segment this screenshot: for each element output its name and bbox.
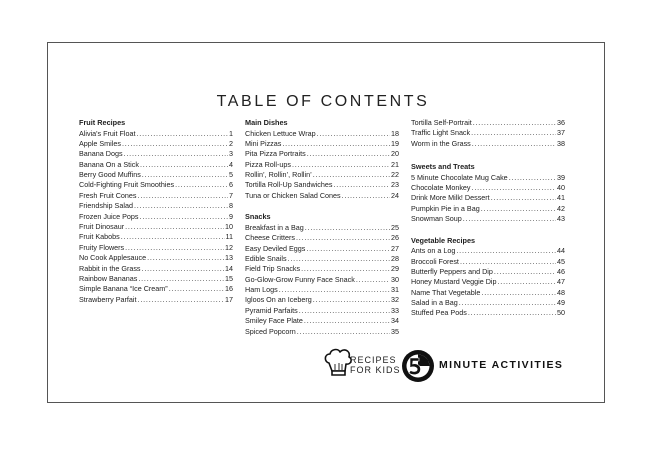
toc-entry[interactable] — [411, 267, 565, 277]
entry-name: Spiced Popcorn — [245, 326, 296, 336]
toc-entry[interactable] — [245, 254, 399, 264]
dot-leader — [142, 264, 224, 274]
entry-page: 22 — [391, 170, 399, 180]
entry-page: 9 — [229, 211, 233, 221]
toc-entry[interactable] — [79, 139, 233, 149]
entry-name: Tortilla Self-Portrait — [411, 118, 472, 127]
entry-name: Fruit Kabobs — [79, 232, 120, 242]
toc-entry[interactable] — [245, 306, 399, 316]
entry-page: 33 — [391, 305, 399, 315]
brand-line-2: FOR KIDS — [350, 365, 401, 375]
toc-entry[interactable] — [245, 139, 399, 149]
entry-name: Broccoli Forest — [411, 256, 459, 266]
entry-page: 42 — [557, 203, 565, 213]
entry-page: 35 — [391, 326, 399, 336]
entry-name: Alivia's Fruit Float — [79, 128, 136, 138]
entry-page: 27 — [391, 243, 399, 253]
toc-entry[interactable] — [411, 118, 565, 128]
toc-section — [79, 118, 233, 305]
dot-leader — [137, 129, 229, 139]
dot-leader — [125, 243, 224, 253]
entry-name: Ham Logs — [245, 285, 278, 295]
dot-leader — [296, 233, 390, 243]
dot-leader — [282, 139, 390, 149]
dot-leader — [279, 285, 390, 295]
entry-name: Worm in the Grass — [411, 138, 471, 148]
entry-name: Drink More Milk! Dessert — [411, 193, 490, 203]
entry-name: Cheese Critters — [245, 233, 295, 243]
toc-entry[interactable] — [411, 183, 565, 193]
entry-name: Ants on a Log — [411, 246, 456, 256]
entry-name: Traffic Light Snack — [411, 128, 471, 138]
brand-footer — [323, 347, 573, 383]
toc-entry[interactable] — [79, 170, 233, 180]
dot-leader — [169, 284, 224, 294]
dot-leader — [299, 306, 390, 316]
dot-leader — [307, 149, 390, 159]
toc-entry[interactable] — [411, 214, 565, 224]
entry-name: Pyramid Parfaits — [245, 305, 298, 315]
toc-entry[interactable] — [411, 193, 565, 203]
section-title: Snacks — [245, 212, 271, 222]
dot-leader — [333, 180, 390, 190]
brand-recipes-text — [350, 355, 401, 375]
entry-name: Tuna or Chicken Salad Cones — [245, 190, 341, 200]
toc-section — [411, 162, 565, 224]
entry-name: Tortilla Roll-Up Sandwiches — [245, 180, 333, 190]
entry-name: Rabbit in the Grass — [79, 263, 141, 273]
toc-column-3 — [411, 118, 565, 330]
entry-name: Salad in a Bag — [411, 298, 458, 308]
entry-page: 11 — [225, 232, 233, 242]
toc-section — [411, 118, 565, 149]
toc-entry[interactable] — [79, 160, 233, 170]
dot-leader — [472, 183, 556, 193]
dot-leader — [456, 246, 556, 256]
dot-leader — [459, 298, 556, 308]
toc-entry[interactable] — [245, 149, 399, 159]
entry-name: Frozen Juice Pops — [79, 211, 139, 221]
dot-leader — [494, 267, 556, 277]
toc-entry[interactable] — [245, 275, 399, 285]
entry-page: 37 — [557, 128, 565, 138]
entry-page: 18 — [391, 128, 399, 138]
entry-page: 36 — [557, 118, 565, 127]
toc-entry[interactable] — [79, 149, 233, 159]
toc-entry[interactable] — [245, 191, 399, 201]
dot-leader — [472, 139, 556, 149]
dot-leader — [491, 193, 556, 203]
dot-leader — [317, 129, 390, 139]
entry-page: 47 — [557, 277, 565, 287]
toc-entry[interactable] — [411, 128, 565, 138]
toc-entry[interactable] — [245, 327, 399, 337]
entry-page: 1 — [229, 128, 233, 138]
toc-entry[interactable] — [79, 129, 233, 139]
entry-page: 5 — [229, 170, 233, 180]
toc-entry[interactable] — [245, 316, 399, 326]
entry-page: 10 — [225, 222, 233, 232]
dot-leader — [292, 160, 390, 170]
entry-name: Simple Banana “Ice Cream” — [79, 284, 168, 294]
dot-leader — [140, 212, 228, 222]
chef-hat-icon — [323, 347, 353, 377]
entry-name: Go-Glow-Grow Funny Face Snack — [245, 274, 355, 284]
entry-name: Butterfly Peppers and Dip — [411, 266, 493, 276]
entry-name: Stuffed Pea Pods — [411, 308, 467, 318]
dot-leader — [313, 295, 390, 305]
entry-page: 2 — [229, 138, 233, 148]
entry-name: Pizza Roll-ups — [245, 159, 291, 169]
entry-page: 26 — [391, 233, 399, 243]
entry-name: Chocolate Monkey — [411, 183, 471, 193]
entry-name: 5 Minute Chocolate Mug Cake — [411, 172, 508, 182]
entry-page: 19 — [391, 138, 399, 148]
entry-name: Berry Good Muffins — [79, 170, 141, 180]
toc-entry[interactable] — [79, 243, 233, 253]
toc-entry[interactable] — [411, 139, 565, 149]
toc-entry[interactable] — [411, 277, 565, 287]
toc-section — [245, 212, 399, 337]
entry-page: 28 — [391, 253, 399, 263]
entry-page: 12 — [225, 242, 233, 252]
entry-name: Breakfast in a Bag — [245, 222, 304, 232]
brand-activities-text: MINUTE ACTIVITIES — [439, 359, 564, 371]
dot-leader — [142, 170, 228, 180]
entry-page: 16 — [225, 284, 233, 294]
toc-entry[interactable] — [79, 222, 233, 232]
entry-name: Snowman Soup — [411, 214, 462, 224]
entry-page: 49 — [557, 298, 565, 308]
entry-page: 30 — [391, 274, 399, 284]
dot-leader — [138, 191, 228, 201]
entry-page: 45 — [557, 256, 565, 266]
dot-leader — [175, 180, 228, 190]
toc-entry[interactable] — [79, 295, 233, 305]
section-title: Vegetable Recipes — [411, 235, 476, 245]
entry-page: 3 — [229, 149, 233, 159]
page-title: TABLE OF CONTENTS — [216, 93, 430, 110]
toc-section — [411, 236, 565, 319]
toc-entry[interactable] — [245, 244, 399, 254]
toc-column-1 — [79, 118, 233, 316]
entry-page: 24 — [391, 190, 399, 200]
toc-entry[interactable] — [411, 173, 565, 183]
dot-leader — [509, 173, 556, 183]
toc-entry[interactable] — [245, 180, 399, 190]
entry-page: 50 — [557, 308, 565, 318]
toc-entry[interactable] — [245, 129, 399, 139]
dot-leader — [297, 327, 390, 337]
toc-entry[interactable] — [79, 264, 233, 274]
entry-name: No Cook Applesauce — [79, 253, 147, 263]
toc-entry[interactable] — [245, 170, 399, 180]
section-title: Main Dishes — [245, 118, 288, 127]
entry-page: 38 — [557, 138, 565, 148]
entry-name: Name That Vegetable — [411, 287, 481, 297]
dot-leader — [356, 275, 390, 285]
entry-name: Pumpkin Pie in a Bag — [411, 203, 480, 213]
entry-name: Rollin’, Rollin’, Rollin’ — [245, 170, 312, 180]
entry-page: 21 — [391, 159, 399, 169]
entry-name: Honey Mustard Veggie Dip — [411, 277, 497, 287]
toc-entry[interactable] — [79, 212, 233, 222]
dot-leader — [305, 223, 390, 233]
brand-line-1: RECIPES — [350, 355, 397, 365]
entry-page: 34 — [391, 316, 399, 326]
toc-entry[interactable] — [245, 160, 399, 170]
entry-page: 7 — [229, 190, 233, 200]
dot-leader — [342, 191, 390, 201]
entry-page: 31 — [391, 285, 399, 295]
dot-leader — [460, 257, 556, 267]
entry-page: 20 — [391, 149, 399, 159]
dot-leader — [147, 253, 224, 263]
dot-leader — [125, 222, 224, 232]
entry-page: 43 — [557, 214, 565, 224]
entry-name: Banana On a Stick — [79, 159, 139, 169]
entry-name: Chicken Lettuce Wrap — [245, 128, 316, 138]
toc-section — [245, 118, 399, 201]
dot-leader — [313, 170, 390, 180]
entry-name: Igloos On an Iceberg — [245, 295, 312, 305]
entry-page: 13 — [225, 253, 233, 263]
toc-entry[interactable] — [245, 285, 399, 295]
entry-page: 41 — [557, 193, 565, 203]
entry-page: 46 — [557, 266, 565, 276]
entry-page: 25 — [391, 222, 399, 232]
entry-name: Apple Smiles — [79, 138, 121, 148]
dot-leader — [122, 139, 228, 149]
entry-page: 15 — [225, 273, 233, 283]
section-title: Sweets and Treats — [411, 162, 475, 172]
toc-entry[interactable] — [245, 295, 399, 305]
entry-name: Fruity Flowers — [79, 242, 125, 252]
toc-entry[interactable] — [79, 180, 233, 190]
entry-name: Rainbow Bananas — [79, 273, 138, 283]
toc-entry[interactable] — [79, 274, 233, 284]
dot-leader — [481, 288, 556, 298]
entry-name: Edible Snails — [245, 253, 287, 263]
dot-leader — [481, 204, 556, 214]
dot-leader — [468, 308, 556, 318]
toc-entry[interactable] — [245, 264, 399, 274]
dot-leader — [306, 244, 390, 254]
dot-leader — [288, 254, 390, 264]
entry-page: 44 — [557, 246, 565, 256]
entry-page: 40 — [557, 183, 565, 193]
toc-entry[interactable] — [411, 288, 565, 298]
toc-entry[interactable] — [245, 233, 399, 243]
entry-name: Pita Pizza Portraits — [245, 149, 306, 159]
entry-name: Cold-Fighting Fruit Smoothies — [79, 180, 175, 190]
dot-leader — [304, 316, 390, 326]
entry-name: Strawberry Parfait — [79, 294, 137, 304]
entry-page: 29 — [391, 264, 399, 274]
toc-entry[interactable] — [79, 191, 233, 201]
entry-name: Banana Dogs — [79, 149, 123, 159]
toc-entry[interactable] — [411, 257, 565, 267]
dot-leader — [473, 118, 556, 128]
toc-entry[interactable] — [79, 232, 233, 242]
entry-name: Mini Pizzas — [245, 138, 282, 148]
entry-page: 6 — [229, 180, 233, 190]
dot-leader — [124, 149, 228, 159]
dot-leader — [134, 201, 228, 211]
toc-entry[interactable] — [245, 223, 399, 233]
toc-entry[interactable] — [411, 246, 565, 256]
section-title: Fruit Recipes — [79, 118, 126, 127]
toc-entry[interactable] — [79, 253, 233, 263]
entry-page: 8 — [229, 201, 233, 211]
entry-page: 23 — [391, 180, 399, 190]
entry-page: 14 — [225, 263, 233, 273]
entry-page: 17 — [225, 294, 233, 304]
toc-column-2 — [245, 118, 399, 348]
toc-entry[interactable] — [79, 284, 233, 294]
dot-leader — [138, 295, 224, 305]
entry-name: Fruit Dinosaur — [79, 222, 125, 232]
dot-leader — [121, 232, 225, 242]
entry-name: Easy Deviled Eggs — [245, 243, 306, 253]
toc-entry[interactable] — [411, 204, 565, 214]
entry-page: 32 — [391, 295, 399, 305]
entry-name: Fresh Fruit Cones — [79, 190, 137, 200]
dot-leader — [498, 277, 557, 287]
dot-leader — [463, 214, 556, 224]
dot-leader — [301, 264, 390, 274]
dot-leader — [140, 160, 228, 170]
entry-name: Friendship Salad — [79, 201, 133, 211]
entry-page: 48 — [557, 287, 565, 297]
toc-entry[interactable] — [411, 308, 565, 318]
dot-leader — [138, 274, 224, 284]
entry-name: Smiley Face Plate — [245, 316, 303, 326]
dot-leader — [471, 128, 556, 138]
five-clock-icon — [401, 349, 435, 383]
entry-page: 4 — [229, 159, 233, 169]
entry-page: 39 — [557, 172, 565, 182]
toc-entry[interactable] — [79, 201, 233, 211]
entry-name: Field Trip Snacks — [245, 264, 301, 274]
toc-entry[interactable] — [411, 298, 565, 308]
